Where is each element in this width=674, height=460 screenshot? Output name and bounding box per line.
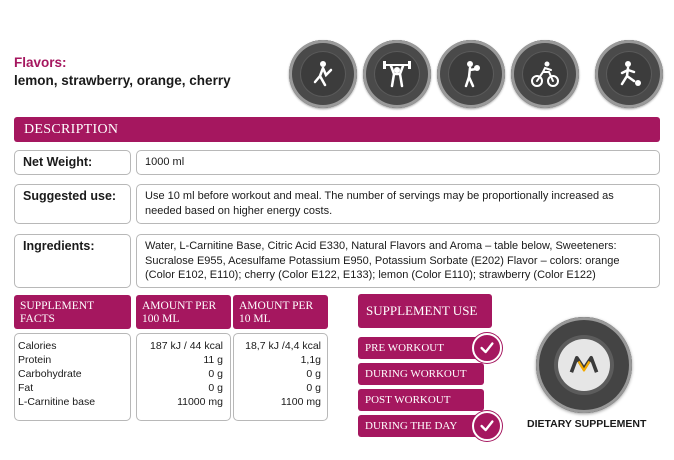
facts-row-per10: 18,7 kJ /4,4 kcal bbox=[245, 340, 321, 352]
facts-row-per100: 0 g bbox=[208, 368, 223, 380]
weightlifter-icon bbox=[381, 58, 413, 90]
quality-badge bbox=[536, 317, 632, 413]
ingredients-label: Ingredients: bbox=[14, 234, 131, 288]
net-weight-value: 1000 ml bbox=[136, 150, 660, 175]
facts-row-per10: 1,1g bbox=[300, 354, 321, 366]
facts-row-name: Carbohydrate bbox=[18, 368, 82, 380]
ingredients-value: Water, L-Carnitine Base, Citric Acid E330, Natural Flavors and Aroma – table below, Sweeteners: Sucralose E955, Acesulfame Potassium E950, Potassium Sorbate (E202) Flavor – colors: orange (Color E102, E110); cherry (Color E122, E133); lemon (Color E110); strawberry (Color E122) bbox=[136, 234, 660, 288]
facts-row-name: L-Carnitine base bbox=[18, 396, 96, 408]
facts-row-per100: 187 kJ / 44 kcal bbox=[150, 340, 223, 352]
mw-logo-icon bbox=[566, 347, 602, 383]
facts-row-per100: 11 g bbox=[203, 354, 223, 366]
badge-recovery bbox=[595, 40, 663, 108]
facts-row-per10: 1100 mg bbox=[280, 396, 321, 408]
boxer-icon bbox=[455, 58, 487, 90]
dietary-supplement-label: DIETARY SUPPLEMENT bbox=[527, 418, 647, 430]
facts-row-name: Calories bbox=[18, 340, 57, 352]
use-pre-workout: PRE WORKOUT bbox=[358, 337, 484, 359]
use-post-workout: POST WORKOUT bbox=[358, 389, 484, 411]
facts-header-per10: AMOUNT PER 10 ML bbox=[233, 295, 328, 329]
facts-header-label: SUPPLEMENT FACTS bbox=[14, 295, 131, 329]
facts-row-name: Fat bbox=[18, 382, 34, 394]
supplement-use-header: SUPPLEMENT USE bbox=[358, 294, 492, 328]
suggested-use-label: Suggested use: bbox=[14, 184, 131, 224]
badge-endurance bbox=[511, 40, 579, 108]
description-header: DESCRIPTION bbox=[14, 117, 660, 142]
weight-loss-icon bbox=[307, 58, 339, 90]
use-during-the-day: DURING THE DAY bbox=[358, 415, 484, 437]
facts-row-per100: 0 g bbox=[208, 382, 223, 394]
badge-strength bbox=[363, 40, 431, 108]
facts-header-per100: AMOUNT PER 100 ML bbox=[136, 295, 231, 329]
suggested-use-value: Use 10 ml before workout and meal. The number of servings may be proportionally increased as needed based on higher energy costs. bbox=[136, 184, 660, 224]
facts-row-name: Protein bbox=[18, 354, 52, 366]
facts-row-per100: 11000 mg bbox=[177, 396, 223, 408]
badge-combat bbox=[437, 40, 505, 108]
check-icon bbox=[472, 411, 502, 441]
flavors-label: Flavors: bbox=[14, 55, 67, 70]
check-icon bbox=[472, 333, 502, 363]
net-weight-label: Net Weight: bbox=[14, 150, 131, 175]
badge-weight-loss bbox=[289, 40, 357, 108]
footballer-icon bbox=[613, 58, 645, 90]
use-during-workout: DURING WORKOUT bbox=[358, 363, 484, 385]
cyclist-icon bbox=[529, 58, 561, 90]
facts-row-per10: 0 g bbox=[306, 368, 321, 380]
flavors-value: lemon, strawberry, orange, cherry bbox=[14, 73, 231, 88]
facts-row-per10: 0 g bbox=[306, 382, 321, 394]
